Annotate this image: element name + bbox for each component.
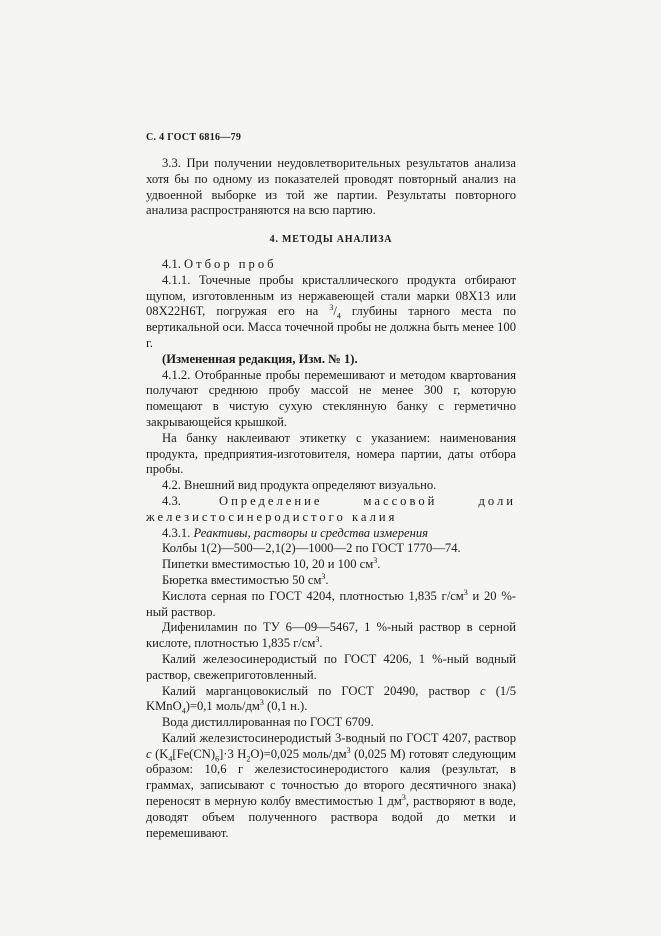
- item-potassium-ferrocyanide: [146, 731, 516, 842]
- superscript: 3: [401, 792, 406, 802]
- section-4-heading: 4. МЕТОДЫ АНАЛИЗА: [269, 234, 393, 246]
- text-run: c: [480, 683, 486, 698]
- clause-number: 4.1.: [162, 256, 181, 271]
- text-run: .: [319, 636, 323, 651]
- item-burette: [146, 573, 516, 589]
- page-header: С. 4 ГОСТ 6816—79: [146, 132, 242, 143]
- subscript: 2: [246, 754, 251, 764]
- subscript: 4: [181, 706, 186, 716]
- text-run: Кислота серная по ГОСТ 4204, плотностью 1,835 г/см: [162, 588, 464, 603]
- text-run: (0,1 н.).: [263, 699, 308, 714]
- text-run: .: [325, 572, 329, 587]
- label-note: На банку наклеивают этикетку с указанием: наименования продукта, предприятия-изготовителя, номера партии, даты отбора пробы.: [146, 430, 516, 477]
- item-diphenylamine: [146, 620, 516, 652]
- text-run: и 20 %-ный раствор.: [146, 588, 516, 619]
- item-sulfuric-acid: [146, 589, 516, 621]
- clause-4-3: [146, 494, 516, 526]
- text-run: ]·3 H: [219, 746, 247, 761]
- text-run: Калий марганцовокислый по ГОСТ 20490, раствор: [162, 683, 481, 698]
- item-potassium-ferricyanide: Калий железосинеродистый по ГОСТ 4206, 1 %-ный водный раствор, свежеприготовленный.: [146, 651, 516, 682]
- superscript: 3: [373, 555, 378, 565]
- superscript: 3: [259, 698, 264, 708]
- superscript: 3: [321, 571, 326, 581]
- text-run: .: [377, 557, 381, 572]
- clause-4-1-1: 4.1.1. Точечные пробы кристаллического продукта отбирают щупом, изготовленным из нержавеющей стали марки 08Х13 или 08Х22Н6Т, погружая его на $^3/_4$ глубины тарного места по вертикальной оси. Масса точечной пробы не должна быть менее 100 г.: [146, 272, 517, 350]
- text-run: Дифениламин по ТУ 6—09—5467, 1 %-ный раствор в серной кислоте, плотностью 1,835 г/см: [146, 620, 516, 651]
- clause-4-3-1: [146, 526, 516, 542]
- clause-title: Определение массовой доли железистосинеродистого калия: [146, 493, 517, 524]
- amendment-note: (Измененная редакция, Изм. № 1).: [162, 351, 358, 366]
- clause-title: Реактивы, растворы и средства измерения: [193, 525, 429, 540]
- clause-number: 4.3.1.: [162, 525, 191, 540]
- clause-4-2: 4.2. Внешний вид продукта определяют визуально.: [162, 478, 437, 493]
- text-run: Пипетки вместимостью 10, 20 и 100 см: [162, 557, 374, 572]
- text-run: (K: [151, 746, 169, 761]
- item-flasks: Колбы 1(2)—500—2,1(2)—1000—2 по ГОСТ 1770—74.: [162, 541, 461, 556]
- subscript: 6: [215, 754, 220, 764]
- item-pipettes: [146, 557, 516, 573]
- fraction-numerator: 3: [329, 303, 334, 313]
- item-distilled-water: Вода дистиллированная по ГОСТ 6709.: [162, 715, 374, 730]
- text-run: Калий железистосинеродистый 3-водный по ГОСТ 4207, раствор: [162, 730, 516, 745]
- clause-title: Отбор проб: [184, 256, 277, 271]
- clause-4-1: [146, 257, 516, 273]
- text-run: 4.1.1. Точечные пробы кристаллического продукта отбирают щупом, изготовленным из нержавеющей стали марки 08Х13 или 08Х22Н6Т, погружая его на: [146, 272, 516, 319]
- superscript: 3: [346, 745, 351, 755]
- item-potassium-permanganate: [146, 684, 516, 716]
- clause-number: 4.3.: [162, 493, 181, 508]
- document-body: [146, 156, 516, 841]
- text-run: [Fe(CN): [172, 746, 216, 761]
- fraction-denominator: 4: [336, 311, 341, 321]
- text-run: , растворяют в воде, доводят объем полученного раствора водой до метки и перемешивают.: [146, 794, 516, 840]
- clause-4-1-2: 4.1.2. Отобранные пробы перемешивают и методом квартования получают среднюю пробу массой не менее 300 г, которую помещают в чистую сухую стеклянную банку с герметично закрывающейся крышкой.: [146, 367, 516, 429]
- text-run: (0,025 М) готовят следующим образом: 10,6 г железистосинеродистого калия (результат, в граммах, записывают с точностью до второго десятичного знака) переносят в мерную колбу вместимостью 1 дм: [146, 746, 516, 809]
- text-run: )=0,1 моль/дм: [185, 699, 260, 714]
- text-run: глубины тарного места по вертикальной оси. Масса точечной пробы не должна быть менее 100 г.: [146, 304, 517, 350]
- subscript: 4: [168, 754, 173, 764]
- text-run: O)=0,025 моль/дм: [250, 746, 347, 761]
- superscript: 3: [463, 587, 468, 597]
- text-run: Бюретка вместимостью 50 см: [162, 572, 322, 587]
- text-run: (1/5 KMnO: [146, 683, 516, 714]
- text-run: c: [146, 746, 152, 761]
- superscript: 3: [315, 634, 320, 644]
- clause-3-3: 3.3. При получении неудовлетворительных результатов анализа хотя бы по одному из показателей проводят повторный анализ на удвоенной выборке из той же партии. Результаты повторного анализа распространяются на всю партию.: [146, 156, 516, 218]
